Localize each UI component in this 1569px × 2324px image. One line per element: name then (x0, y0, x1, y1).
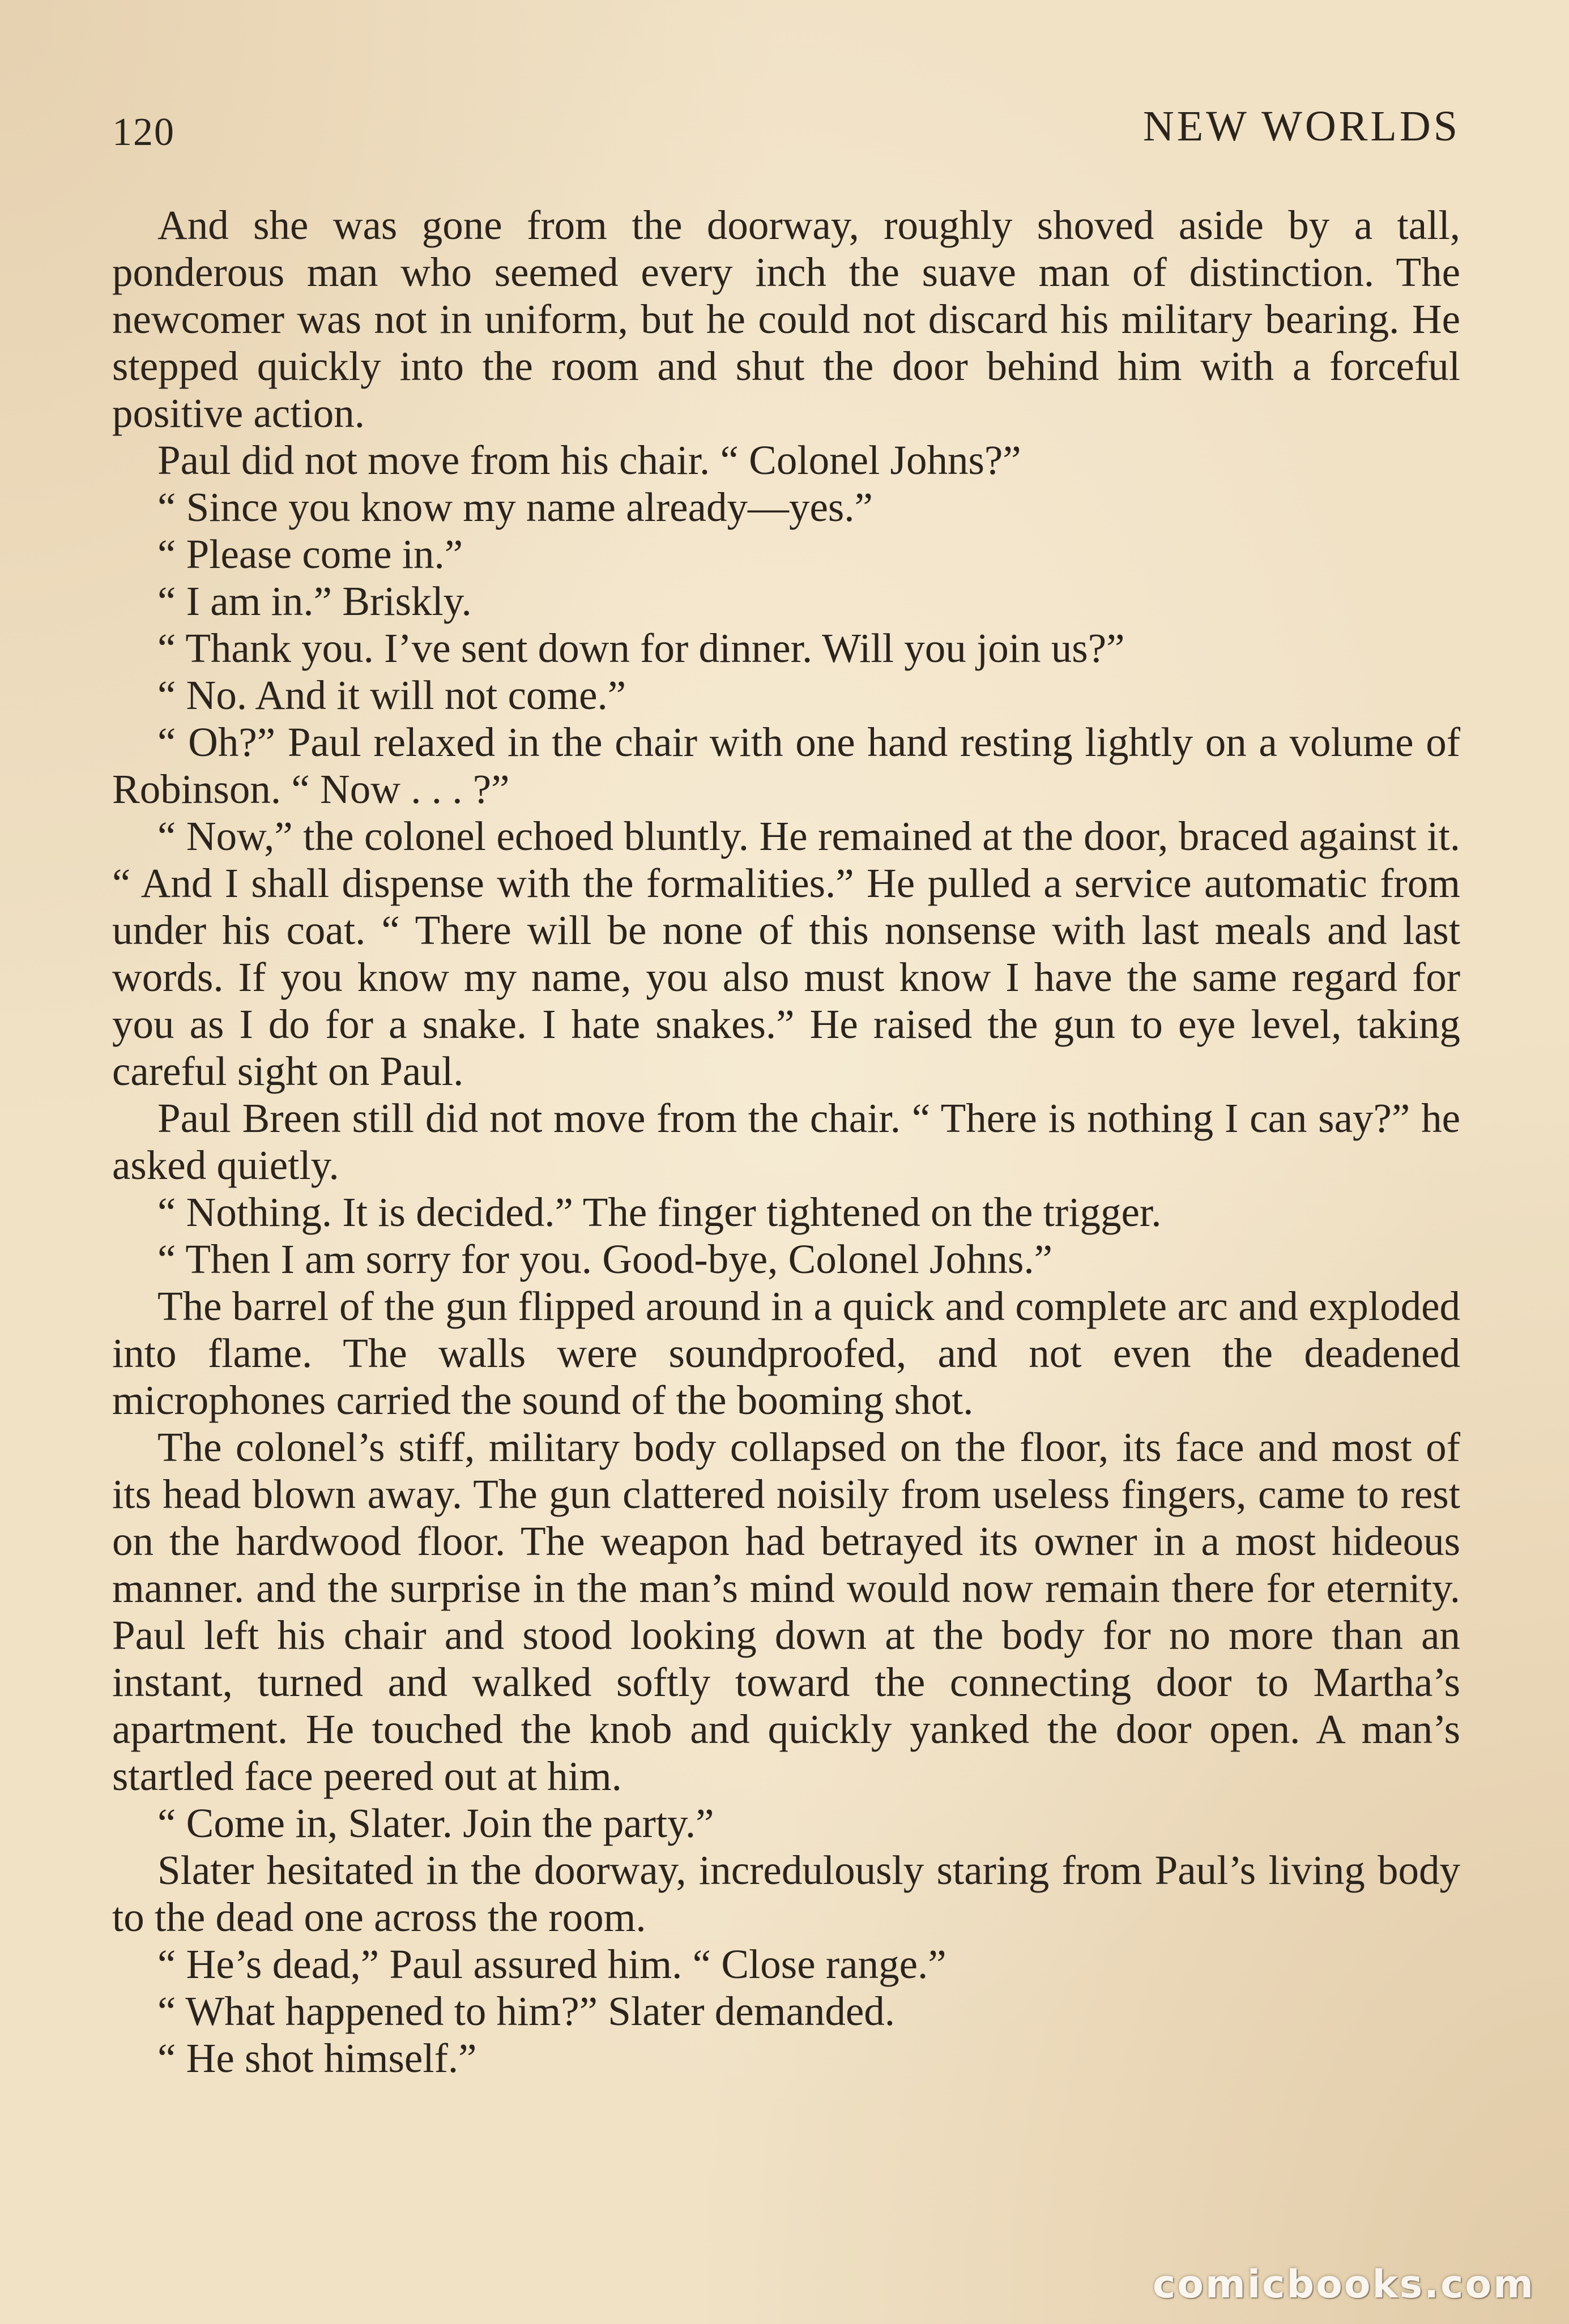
paragraph: “ Nothing. It is decided.” The finger tightened on the trigger. (157, 1189, 1162, 1235)
paragraph: “ Oh?” Paul relaxed in the chair with one hand resting lightly on a volume of Robinson. “ Now . . . ?” (112, 719, 1460, 812)
paragraph: “ Come in, Slater. Join the party.” (157, 1800, 714, 1846)
paragraph: And she was gone from the doorway, roughly shoved aside by a tall, ponderous man who seemed every inch the suave man of distinction. The newcomer was not in uniform, but he could not discard his military bearing. He stepped quickly into the room and shut the door behind him with a forceful positive action. (112, 202, 1460, 436)
paragraph: Slater hesitated in the doorway, incredulously staring from Paul’s living body to the dead one across the room. (112, 1847, 1460, 1940)
paragraph: “ I am in.” Briskly. (157, 578, 472, 624)
paragraph: Paul Breen still did not move from the chair. “ There is nothing I can say?” he asked quietly. (112, 1095, 1460, 1188)
paragraph: The barrel of the gun flipped around in a quick and complete arc and exploded into flame. The walls were soundproofed, and not even the deadened microphones carried the sound of the booming shot. (112, 1283, 1460, 1423)
page-header (112, 102, 1460, 164)
paragraph: “ Now,” the colonel echoed bluntly. He remained at the door, braced against it. “ And I shall dispense with the formalities.” He pulled a service automatic from under his coat. “ There will be none of this nonsense with last meals and last words. If you know my name, you also must know I have the same regard for you as I do for a snake. I hate snakes.” He raised the gun to eye level, taking careful sight on Paul. (112, 813, 1460, 1094)
page-number: 120 (112, 110, 175, 154)
paragraph: “ Since you know my name already—yes.” (157, 484, 873, 530)
watermark: comicbooks.com (1152, 2262, 1535, 2307)
paragraph: “ What happened to him?” Slater demanded. (157, 1988, 896, 2034)
paragraph: “ Then I am sorry for you. Good-bye, Colonel Johns.” (157, 1236, 1053, 1282)
paragraph: “ He’s dead,” Paul assured him. “ Close range.” (157, 1941, 946, 1987)
running-head: NEW WORLDS (1142, 102, 1460, 150)
paragraph: “ No. And it will not come.” (157, 672, 626, 718)
paragraph: Paul did not move from his chair. “ Colonel Johns?” (157, 437, 1021, 483)
paragraph: “ He shot himself.” (157, 2035, 477, 2081)
paragraph: “ Please come in.” (157, 531, 463, 577)
body-text (112, 202, 1460, 2082)
paragraph: The colonel’s stiff, military body collapsed on the floor, its face and most of its head blown away. The gun clattered noisily from useless fingers, came to rest on the hardwood floor. The weapon had betrayed its owner in a most hideous manner. and the surprise in the man’s mind would now remain there for eternity. Paul left his chair and stood looking down at the body for no more than an instant, turned and walked softly toward the connecting door to Martha’s apartment. He touched the knob and quickly yanked the door open. A man’s startled face peered out at him. (112, 1424, 1460, 1799)
paragraph: “ Thank you. I’ve sent down for dinner. Will you join us?” (157, 625, 1125, 671)
